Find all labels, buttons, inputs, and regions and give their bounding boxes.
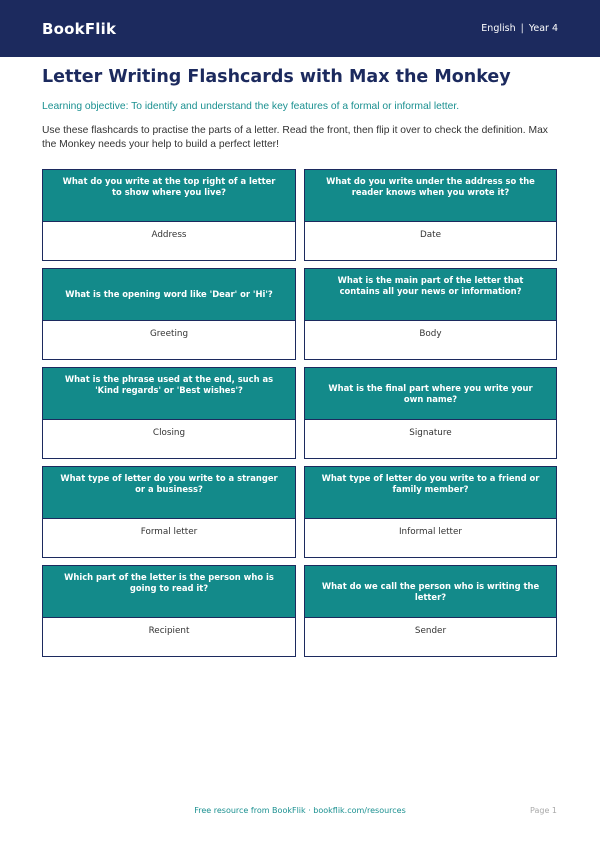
- flashcard-front: Which part of the letter is the person who is going to read it?: [43, 566, 295, 617]
- flashcard-front: What is the phrase used at the end, such as 'Kind regards' or 'Best wishes'?: [43, 368, 295, 419]
- flashcard-front: What is the opening word like 'Dear' or 'Hi'?: [43, 269, 295, 320]
- flashcard-front: What do you write at the top right of a letter to show where you live?: [43, 170, 295, 221]
- flashcard-front: What type of letter do you write to a stranger or a business?: [43, 467, 295, 518]
- flashcard: [304, 367, 557, 459]
- flashcard: [42, 367, 296, 459]
- intro-paragraph: Use these flashcards to practise the parts of a letter. Read the front, then flip it over to check the definition. Max the Monkey needs your help to build a perfect letter!: [42, 125, 548, 150]
- subject-year-label: [481, 23, 558, 34]
- subject-label: English: [481, 23, 516, 34]
- flashcard: [304, 169, 557, 261]
- flashcard: [304, 268, 557, 360]
- flashcard-front: What is the main part of the letter that contains all your news or information?: [305, 269, 556, 320]
- flashcard: [42, 268, 296, 360]
- page-header: [0, 0, 600, 57]
- year-label: Year 4: [528, 23, 558, 34]
- page-number: Page 1: [530, 806, 557, 815]
- meta-separator: |: [520, 23, 524, 34]
- page-title: Letter Writing Flashcards with Max the Monkey: [42, 67, 511, 87]
- flashcard: [42, 466, 296, 558]
- flashcard-back: Informal letter: [305, 518, 556, 557]
- learning-objective: Learning objective: To identify and understand the key features of a formal or informal letter.: [42, 101, 460, 112]
- flashcard: [304, 565, 557, 657]
- flashcard-back: Recipient: [43, 617, 295, 656]
- flashcard: [42, 169, 296, 261]
- flashcard-front: What is the final part where you write your own name?: [305, 368, 556, 419]
- flashcard: [42, 565, 296, 657]
- flashcard: [304, 466, 557, 558]
- flashcard-grid: [42, 169, 557, 657]
- footer-source-link[interactable]: Free resource from BookFlik · bookflik.com/resources: [194, 806, 406, 815]
- flashcard-front: What type of letter do you write to a friend or family member?: [305, 467, 556, 518]
- flashcard-front: What do we call the person who is writing the letter?: [305, 566, 556, 617]
- flashcard-back: Date: [305, 221, 556, 260]
- flashcard-back: Formal letter: [43, 518, 295, 557]
- brand-logo: BookFlik: [42, 19, 117, 38]
- page-footer: [0, 806, 600, 820]
- flashcard-back: Address: [43, 221, 295, 260]
- flashcard-back: Sender: [305, 617, 556, 656]
- flashcard-back: Signature: [305, 419, 556, 458]
- flashcard-front: What do you write under the address so the reader knows when you wrote it?: [305, 170, 556, 221]
- flashcard-back: Body: [305, 320, 556, 359]
- flashcard-back: Closing: [43, 419, 295, 458]
- flashcard-back: Greeting: [43, 320, 295, 359]
